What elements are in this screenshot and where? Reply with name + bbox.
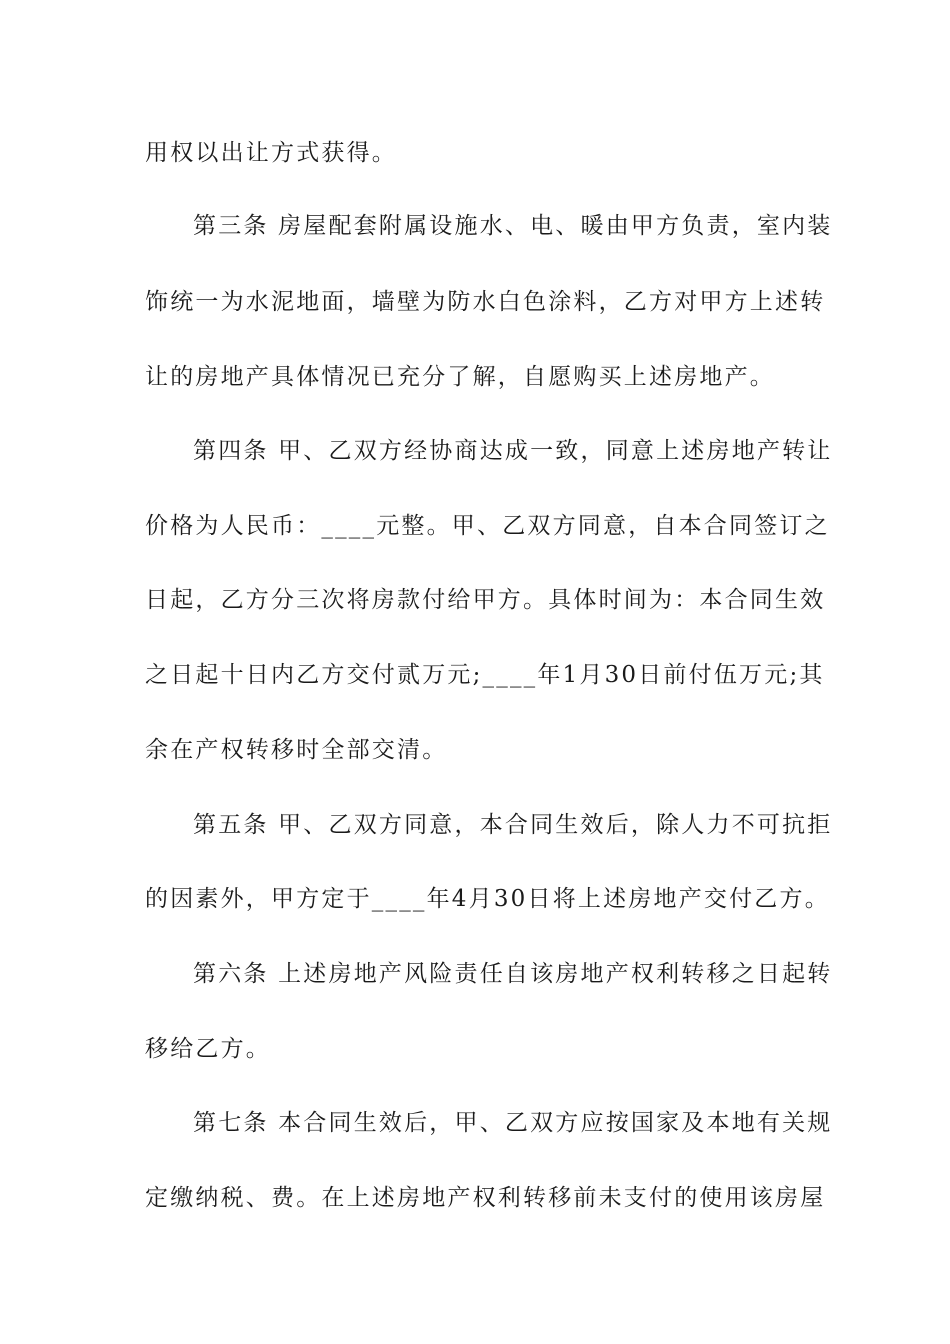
paragraph-line: 让的房地产具体情况已充分了解，自愿购买上述房地产。 bbox=[145, 364, 775, 390]
article-7-heading-line: 第七条 本合同生效后，甲、乙双方应按国家及本地有关规 bbox=[193, 1110, 833, 1136]
paragraph-line: 的因素外，甲方定于____年4月30日将上述房地产交付乙方。 bbox=[145, 886, 830, 912]
article-6-heading-line: 第六条 上述房地产风险责任自该房地产权利转移之日起转 bbox=[193, 961, 833, 987]
paragraph-line: 用权以出让方式获得。 bbox=[145, 140, 397, 166]
article-5-heading-line: 第五条 甲、乙双方同意，本合同生效后，除人力不可抗拒 bbox=[193, 812, 833, 838]
paragraph-line: 之日起十日内乙方交付贰万元;____年1月30日前付伍万元;其 bbox=[145, 662, 825, 688]
paragraph-line: 日起，乙方分三次将房款付给甲方。具体时间为：本合同生效 bbox=[145, 587, 826, 613]
paragraph-line: 价格为人民币：____元整。甲、乙双方同意，自本合同签订之 bbox=[145, 513, 830, 539]
paragraph-line: 饰统一为水泥地面，墙壁为防水白色涂料，乙方对甲方上述转 bbox=[145, 289, 826, 315]
article-4-heading-line: 第四条 甲、乙双方经协商达成一致，同意上述房地产转让 bbox=[193, 438, 833, 464]
article-3-heading-line: 第三条 房屋配套附属设施水、电、暖由甲方负责，室内装 bbox=[193, 213, 833, 239]
paragraph-line: 余在产权转移时全部交清。 bbox=[145, 737, 448, 763]
paragraph-line: 移给乙方。 bbox=[145, 1036, 271, 1062]
paragraph-line: 定缴纳税、费。在上述房地产权利转移前未支付的使用该房屋 bbox=[145, 1185, 826, 1211]
